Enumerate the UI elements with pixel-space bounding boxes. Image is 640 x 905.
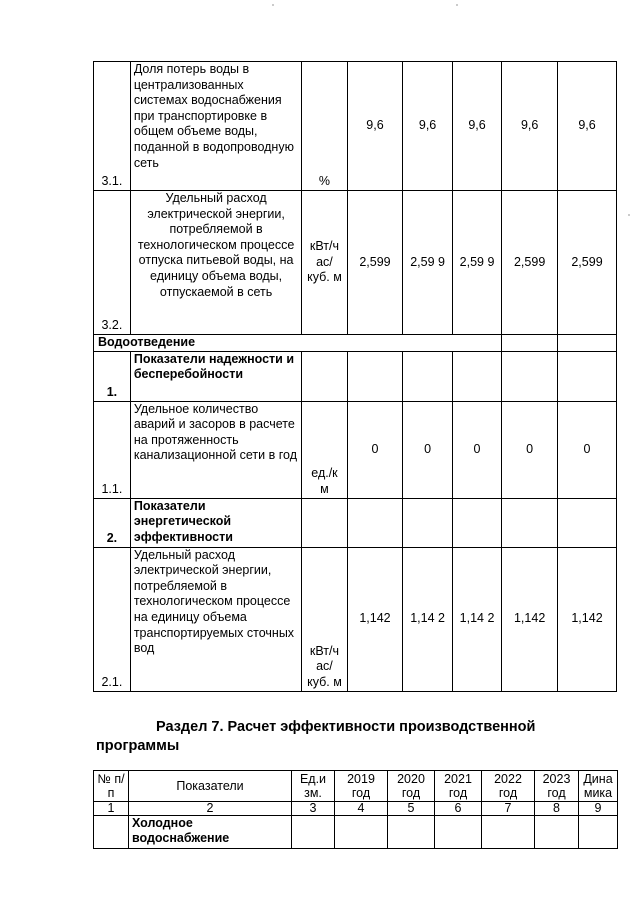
value-cell: 0 — [502, 401, 558, 498]
indicator-group-name: Холодное водоснабжение — [129, 816, 292, 849]
table-row — [94, 498, 617, 547]
column-header: Дина мика — [579, 771, 618, 802]
value-cell: 9,6 — [558, 62, 617, 191]
value-cell: 1,142 — [502, 547, 558, 691]
value-cell: 2,59 9 — [403, 191, 452, 335]
value-cell: 9,6 — [502, 62, 558, 191]
row-number: 1.1. — [94, 401, 131, 498]
indicator-group-name: Показатели энергетической эффективности — [130, 498, 302, 547]
column-number: 3 — [292, 802, 335, 816]
scan-speck — [456, 4, 458, 6]
column-number: 6 — [435, 802, 482, 816]
section-heading-vodootvedenie: Водоотведение — [94, 335, 502, 352]
column-header: 2021 год — [435, 771, 482, 802]
row-number: 2.1. — [94, 547, 131, 691]
table-row — [94, 547, 617, 691]
table-row — [94, 351, 617, 401]
column-header: 2019 год — [335, 771, 388, 802]
column-header: Показатели — [129, 771, 292, 802]
unit-cell: кВт/ч ас/ куб. м — [302, 191, 347, 335]
unit-cell: % — [302, 62, 347, 191]
scan-speck — [272, 4, 274, 6]
value-cell: 0 — [558, 401, 617, 498]
column-number: 7 — [482, 802, 535, 816]
indicator-name: Удельный расход электрической энергии, потребляемой в технологическом процессе на единицу объема транспортируемых сточных вод — [130, 547, 302, 691]
column-number: 2 — [129, 802, 292, 816]
column-number: 4 — [335, 802, 388, 816]
indicator-name: Удельный расход электрической энергии, потребляемой в технологическом процессе отпуска питьевой воды, на единицу объема воды, отпускаемой в сеть — [130, 191, 302, 335]
table-row — [94, 816, 618, 849]
section-7-title: Раздел 7. Расчет эффективности производственной программы — [96, 719, 536, 754]
value-cell: 1,14 2 — [452, 547, 501, 691]
indicator-name: Доля потерь воды в централизованных системах водоснабжения при транспортировке в общем объеме воды, поданной в водопроводную сеть — [130, 62, 302, 191]
value-cell: 1,142 — [347, 547, 403, 691]
header-row — [94, 771, 618, 802]
value-cell: 9,6 — [403, 62, 452, 191]
row-number: 2. — [94, 498, 131, 547]
table-row — [94, 191, 617, 335]
table-row — [94, 62, 617, 191]
unit-cell: кВт/ч ас/ куб. м — [302, 547, 347, 691]
value-cell: 0 — [347, 401, 403, 498]
value-cell: 1,14 2 — [403, 547, 452, 691]
section-row — [94, 335, 617, 352]
column-number: 5 — [388, 802, 435, 816]
value-cell: 2,599 — [558, 191, 617, 335]
column-header: 2022 год — [482, 771, 535, 802]
column-number: 9 — [579, 802, 618, 816]
value-cell: 0 — [452, 401, 501, 498]
row-number: 3.2. — [94, 191, 131, 335]
column-header: 2020 год — [388, 771, 435, 802]
row-number: 1. — [94, 351, 131, 401]
value-cell: 0 — [403, 401, 452, 498]
value-cell: 9,6 — [452, 62, 501, 191]
indicators-table — [93, 61, 617, 692]
indicator-name: Удельное количество аварий и засоров в расчете на протяженность канализационной сети в год — [130, 401, 302, 498]
column-header: Ед.и зм. — [292, 771, 335, 802]
value-cell: 1,142 — [558, 547, 617, 691]
column-header: 2023 год — [535, 771, 579, 802]
value-cell: 2,59 9 — [452, 191, 501, 335]
column-header: № п/п — [94, 771, 129, 802]
row-number: 3.1. — [94, 62, 131, 191]
column-number-row — [94, 802, 618, 816]
column-number: 8 — [535, 802, 579, 816]
scan-speck — [628, 214, 630, 216]
table-row — [94, 401, 617, 498]
value-cell: 2,599 — [347, 191, 403, 335]
value-cell: 9,6 — [347, 62, 403, 191]
unit-cell: ед./к м — [302, 401, 347, 498]
indicator-group-name: Показатели надежности и бесперебойности — [130, 351, 302, 401]
efficiency-table — [93, 770, 618, 849]
value-cell: 2,599 — [502, 191, 558, 335]
column-number: 1 — [94, 802, 129, 816]
